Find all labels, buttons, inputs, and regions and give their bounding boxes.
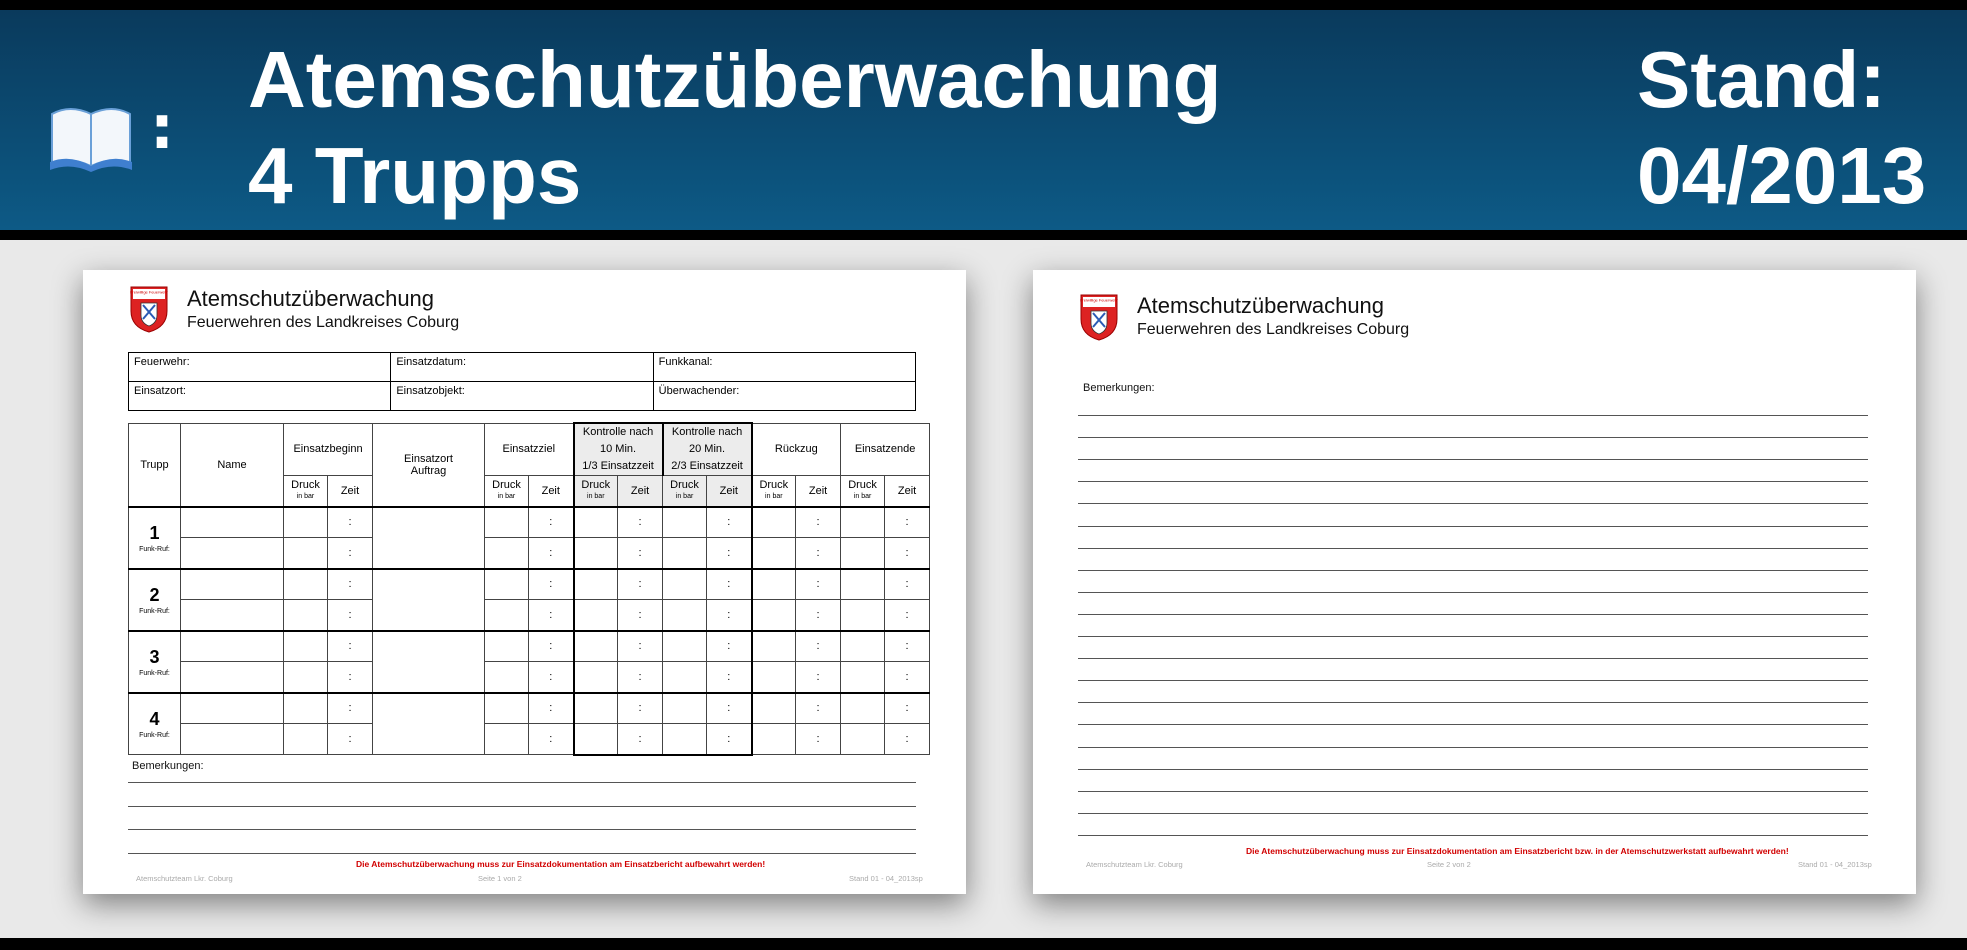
remarks-line[interactable] bbox=[128, 782, 916, 783]
time-colon: : bbox=[816, 733, 820, 745]
druck-cell[interactable] bbox=[574, 507, 618, 538]
zeit-cell[interactable] bbox=[618, 600, 663, 631]
col-name: Name bbox=[181, 423, 284, 507]
time-colon: : bbox=[727, 640, 731, 653]
druck-cell[interactable] bbox=[841, 631, 885, 662]
name-cell[interactable] bbox=[181, 569, 284, 600]
col-einsatzende: Einsatzende bbox=[841, 423, 930, 476]
druck-cell[interactable] bbox=[752, 662, 796, 693]
druck-cell[interactable] bbox=[284, 538, 328, 569]
zeit-cell[interactable] bbox=[707, 724, 752, 755]
druck-label: Druck bbox=[759, 478, 789, 491]
name-cell[interactable] bbox=[181, 507, 284, 538]
time-colon: : bbox=[727, 546, 731, 559]
druck-cell[interactable] bbox=[752, 724, 796, 755]
remarks-line[interactable] bbox=[1078, 636, 1868, 637]
remarks-label: Bemerkungen: bbox=[132, 760, 204, 772]
time-colon: : bbox=[905, 608, 909, 621]
zeit-cell[interactable] bbox=[618, 724, 663, 755]
funkkanal-field[interactable] bbox=[653, 353, 915, 382]
remarks-line[interactable] bbox=[1078, 459, 1868, 460]
name-cell[interactable] bbox=[181, 631, 284, 662]
banner-colon: : bbox=[150, 93, 174, 163]
time-colon: : bbox=[638, 702, 642, 715]
druck-cell[interactable] bbox=[841, 693, 885, 724]
time-colon: : bbox=[348, 578, 352, 591]
zeit-cell[interactable] bbox=[885, 600, 930, 631]
time-colon: : bbox=[348, 702, 352, 715]
fire-brigade-logo-icon bbox=[129, 285, 169, 333]
druck-cell[interactable] bbox=[485, 538, 529, 569]
kontrolle-10-line2: 10 Min. bbox=[600, 443, 637, 455]
zeit-cell[interactable] bbox=[796, 507, 841, 538]
zeit-cell[interactable] bbox=[796, 662, 841, 693]
table-row bbox=[129, 693, 930, 724]
druck-cell[interactable] bbox=[284, 693, 328, 724]
zeit-cell[interactable] bbox=[618, 569, 663, 600]
time-colon: : bbox=[638, 640, 642, 653]
druck-cell[interactable] bbox=[841, 662, 885, 693]
time-colon: : bbox=[638, 670, 642, 683]
druck-cell[interactable] bbox=[284, 569, 328, 600]
zeit-cell[interactable] bbox=[328, 693, 373, 724]
time-colon: : bbox=[549, 733, 553, 745]
druck-cell[interactable] bbox=[841, 569, 885, 600]
trupp-cell bbox=[129, 507, 181, 569]
remarks-line[interactable] bbox=[1078, 769, 1868, 770]
zeit-cell[interactable] bbox=[707, 507, 752, 538]
druck-cell[interactable] bbox=[841, 538, 885, 569]
in-bar-label: in bar bbox=[675, 492, 694, 500]
ueberwachender-label: Überwachender: bbox=[658, 385, 740, 397]
zeit-cell[interactable] bbox=[707, 631, 752, 662]
in-bar-label: in bar bbox=[587, 492, 605, 500]
table-row bbox=[129, 631, 930, 662]
druck-cell[interactable] bbox=[485, 724, 529, 755]
table-row bbox=[129, 569, 930, 600]
einsatzobjekt-label: Einsatzobjekt: bbox=[396, 385, 465, 397]
zeit-cell[interactable] bbox=[328, 569, 373, 600]
remarks-line[interactable] bbox=[1078, 415, 1868, 416]
zeit-cell[interactable] bbox=[796, 724, 841, 755]
time-colon: : bbox=[638, 578, 642, 591]
zeit-cell[interactable] bbox=[328, 507, 373, 538]
col-auftrag-label: Auftrag bbox=[410, 464, 447, 477]
zeit-cell[interactable] bbox=[885, 693, 930, 724]
form-page-1 bbox=[83, 270, 966, 894]
time-colon: : bbox=[348, 516, 352, 529]
name-cell[interactable] bbox=[181, 693, 284, 724]
time-colon: : bbox=[638, 732, 642, 745]
zeit-cell[interactable] bbox=[328, 631, 373, 662]
trupp-cell bbox=[129, 569, 181, 631]
form-subtitle: Feuerwehren des Landkreises Coburg bbox=[187, 314, 460, 331]
kontrolle-10-line3: 1/3 Einsatzzeit bbox=[582, 460, 654, 472]
zeit-cell[interactable] bbox=[707, 569, 752, 600]
feuerwehr-field[interactable] bbox=[129, 353, 391, 382]
footer-right: Stand 01 - 04_2013sp bbox=[1798, 860, 1872, 869]
einsatzort-field[interactable] bbox=[129, 382, 391, 411]
footer-page-number: Seite 2 von 2 bbox=[1427, 860, 1471, 869]
remarks-line[interactable] bbox=[128, 853, 916, 854]
time-colon: : bbox=[905, 516, 909, 529]
druck-cell[interactable] bbox=[841, 724, 885, 755]
zeit-cell[interactable] bbox=[885, 538, 930, 569]
time-colon: : bbox=[816, 702, 820, 715]
remarks-line[interactable] bbox=[1078, 437, 1868, 438]
druck-cell[interactable] bbox=[752, 507, 796, 538]
time-colon: : bbox=[549, 516, 553, 529]
remarks-line[interactable] bbox=[1078, 680, 1868, 681]
time-colon: : bbox=[638, 546, 642, 559]
zeit-cell[interactable] bbox=[618, 507, 663, 538]
time-colon: : bbox=[816, 578, 820, 591]
table-row bbox=[129, 538, 930, 569]
trupp-number: 4 bbox=[149, 708, 160, 729]
zeit-cell[interactable] bbox=[796, 600, 841, 631]
form-subtitle: Feuerwehren des Landkreises Coburg bbox=[1137, 321, 1410, 338]
in-bar-label: in bar bbox=[296, 492, 315, 500]
zeit-cell[interactable] bbox=[529, 600, 574, 631]
funk-ruf-label: Funk-Ruf: bbox=[139, 669, 170, 677]
zeit-cell[interactable] bbox=[618, 693, 663, 724]
druck-cell[interactable] bbox=[485, 600, 529, 631]
druck-cell[interactable] bbox=[284, 662, 328, 693]
time-colon: : bbox=[816, 608, 820, 621]
druck-cell[interactable] bbox=[663, 600, 707, 631]
druck-cell[interactable] bbox=[841, 507, 885, 538]
col-einsatzziel: Einsatzziel bbox=[485, 423, 574, 476]
zeit-cell[interactable] bbox=[328, 600, 373, 631]
zeit-cell[interactable] bbox=[529, 724, 574, 755]
logo-text: Freiwillige Feuerwehr bbox=[1079, 297, 1119, 303]
remarks-line[interactable] bbox=[1078, 658, 1868, 659]
trupp-cell bbox=[129, 693, 181, 755]
time-colon: : bbox=[549, 640, 553, 653]
zeit-cell[interactable] bbox=[885, 631, 930, 662]
druck-cell[interactable] bbox=[663, 538, 707, 569]
time-colon: : bbox=[348, 546, 352, 559]
druck-cell[interactable] bbox=[663, 631, 707, 662]
ueberwachender-field[interactable] bbox=[653, 382, 915, 411]
form-page-2 bbox=[1033, 270, 1916, 894]
druck-cell[interactable] bbox=[574, 600, 618, 631]
druck-cell[interactable] bbox=[574, 538, 618, 569]
in-bar-label: in bar bbox=[853, 492, 872, 500]
druck-cell[interactable] bbox=[485, 569, 529, 600]
time-colon: : bbox=[905, 702, 909, 715]
time-colon: : bbox=[727, 702, 731, 715]
trupp-number: 2 bbox=[149, 584, 160, 605]
remarks-line[interactable] bbox=[1078, 724, 1868, 725]
time-colon: : bbox=[549, 608, 553, 621]
druck-cell[interactable] bbox=[574, 631, 618, 662]
druck-cell[interactable] bbox=[284, 600, 328, 631]
open-book-icon bbox=[48, 100, 134, 172]
name-cell[interactable] bbox=[181, 600, 284, 631]
funk-ruf-label: Funk-Ruf: bbox=[139, 607, 170, 615]
druck-cell[interactable] bbox=[752, 538, 796, 569]
remarks-line[interactable] bbox=[1078, 702, 1868, 703]
banner-title-line2: 4 Trupps bbox=[248, 131, 582, 220]
druck-cell[interactable] bbox=[284, 631, 328, 662]
einsatzdatum-field[interactable] bbox=[391, 353, 653, 382]
funk-ruf-label: Funk-Ruf: bbox=[139, 731, 170, 739]
druck-cell[interactable] bbox=[574, 662, 618, 693]
einsatzort-auftrag-cell[interactable] bbox=[373, 693, 485, 755]
time-colon: : bbox=[727, 516, 731, 529]
remarks-line[interactable] bbox=[1078, 481, 1868, 482]
time-colon: : bbox=[549, 546, 553, 559]
col-rueckzug: Rückzug bbox=[752, 423, 841, 476]
zeit-cell[interactable] bbox=[796, 538, 841, 569]
col-einsatzort-label: Einsatzort bbox=[404, 452, 453, 465]
banner-title bbox=[248, 32, 1221, 224]
subcol-zeit: Zeit bbox=[707, 476, 752, 507]
trupp-number: 3 bbox=[149, 646, 160, 667]
form-title: Atemschutzüberwachung bbox=[187, 286, 435, 311]
time-colon: : bbox=[905, 640, 909, 653]
zeit-cell[interactable] bbox=[529, 693, 574, 724]
col-einsatzbeginn: Einsatzbeginn bbox=[284, 423, 373, 476]
einsatzort-label: Einsatzort: bbox=[134, 385, 186, 397]
time-colon: : bbox=[549, 578, 553, 591]
footer-left: Atemschutzteam Lkr. Coburg bbox=[1086, 860, 1183, 869]
table-row bbox=[129, 600, 930, 631]
time-colon: : bbox=[549, 702, 553, 715]
time-colon: : bbox=[905, 670, 909, 683]
zeit-cell[interactable] bbox=[529, 507, 574, 538]
zeit-cell[interactable] bbox=[885, 662, 930, 693]
logo-text: Freiwillige Feuerwehr bbox=[129, 289, 169, 295]
druck-cell[interactable] bbox=[284, 507, 328, 538]
subcol-zeit: Zeit bbox=[796, 476, 841, 507]
zeit-cell[interactable] bbox=[707, 538, 752, 569]
time-colon: : bbox=[905, 578, 909, 591]
remarks-line[interactable] bbox=[1078, 592, 1868, 593]
zeit-cell[interactable] bbox=[796, 569, 841, 600]
subcol-zeit: Zeit bbox=[328, 476, 373, 507]
remarks-line[interactable] bbox=[1078, 791, 1868, 792]
zeit-cell[interactable] bbox=[707, 662, 752, 693]
col-trupp: Trupp bbox=[129, 423, 181, 507]
trupp-cell bbox=[129, 631, 181, 693]
druck-cell[interactable] bbox=[752, 600, 796, 631]
kontrolle-20-line3: 2/3 Einsatzzeit bbox=[671, 460, 743, 472]
einsatzobjekt-field[interactable] bbox=[391, 382, 653, 411]
banner-title-line1: Atemschutzüberwachung bbox=[248, 35, 1222, 124]
druck-cell[interactable] bbox=[663, 693, 707, 724]
subcol-druck bbox=[841, 476, 885, 507]
remarks-line[interactable] bbox=[1078, 503, 1868, 504]
einsatzort-auftrag-cell[interactable] bbox=[373, 569, 485, 631]
druck-cell[interactable] bbox=[574, 569, 618, 600]
col-kontrolle-20 bbox=[663, 423, 752, 476]
time-colon: : bbox=[348, 670, 352, 683]
zeit-cell[interactable] bbox=[707, 693, 752, 724]
zeit-cell[interactable] bbox=[885, 724, 930, 755]
druck-label: Druck bbox=[848, 478, 877, 491]
name-cell[interactable] bbox=[181, 662, 284, 693]
banner-stand bbox=[1637, 32, 1926, 224]
subcol-druck bbox=[663, 476, 707, 507]
subcol-druck bbox=[574, 476, 618, 507]
druck-cell[interactable] bbox=[485, 693, 529, 724]
time-colon: : bbox=[638, 516, 642, 529]
monitoring-table bbox=[128, 422, 930, 756]
druck-cell[interactable] bbox=[663, 724, 707, 755]
time-colon: : bbox=[549, 670, 553, 683]
subcol-zeit: Zeit bbox=[618, 476, 663, 507]
footer-page-number: Seite 1 von 2 bbox=[478, 874, 522, 883]
druck-cell[interactable] bbox=[752, 569, 796, 600]
remarks-line[interactable] bbox=[1078, 526, 1868, 527]
druck-cell[interactable] bbox=[485, 507, 529, 538]
time-colon: : bbox=[905, 733, 909, 745]
zeit-cell[interactable] bbox=[618, 631, 663, 662]
druck-cell[interactable] bbox=[841, 600, 885, 631]
zeit-cell[interactable] bbox=[328, 662, 373, 693]
druck-label: Druck bbox=[581, 478, 611, 491]
remarks-label: Bemerkungen: bbox=[1083, 382, 1155, 394]
remarks-line[interactable] bbox=[1078, 614, 1868, 615]
zeit-cell[interactable] bbox=[885, 507, 930, 538]
time-colon: : bbox=[816, 670, 820, 683]
fire-brigade-logo-icon bbox=[1079, 293, 1119, 341]
zeit-cell[interactable] bbox=[529, 569, 574, 600]
remarks-line[interactable] bbox=[1078, 570, 1868, 571]
remarks-line[interactable] bbox=[1078, 548, 1868, 549]
druck-cell[interactable] bbox=[752, 631, 796, 662]
funk-ruf-label: Funk-Ruf: bbox=[139, 545, 170, 553]
col-einsatzort-auftrag bbox=[373, 423, 485, 507]
einsatzort-auftrag-cell[interactable] bbox=[373, 631, 485, 693]
druck-cell[interactable] bbox=[284, 724, 328, 755]
kontrolle-10-line1: Kontrolle nach bbox=[582, 426, 654, 438]
name-cell[interactable] bbox=[181, 538, 284, 569]
table-row bbox=[129, 662, 930, 693]
banner-stand-date: 04/2013 bbox=[1637, 131, 1927, 220]
time-colon: : bbox=[348, 733, 352, 745]
remarks-line[interactable] bbox=[128, 806, 916, 807]
time-colon: : bbox=[727, 578, 731, 591]
druck-cell[interactable] bbox=[663, 507, 707, 538]
remarks-line[interactable] bbox=[1078, 813, 1868, 814]
warning-text: Die Atemschutzüberwachung muss zur Einsatzdokumentation am Einsatzbericht bzw. in der Atemschutzwerkstatt aufbewahrt werden! bbox=[1246, 846, 1789, 856]
druck-cell[interactable] bbox=[663, 662, 707, 693]
subcol-druck bbox=[485, 476, 529, 507]
druck-cell[interactable] bbox=[752, 693, 796, 724]
time-colon: : bbox=[816, 546, 820, 559]
kontrolle-20-line2: 20 Min. bbox=[689, 443, 726, 455]
in-bar-label: in bar bbox=[765, 492, 783, 500]
subcol-druck bbox=[752, 476, 796, 507]
einsatzdatum-label: Einsatzdatum: bbox=[396, 356, 467, 368]
remarks-line[interactable] bbox=[128, 829, 916, 830]
time-colon: : bbox=[348, 640, 352, 653]
time-colon: : bbox=[348, 608, 352, 621]
feuerwehr-label: Feuerwehr: bbox=[134, 356, 190, 368]
subcol-zeit: Zeit bbox=[885, 476, 930, 507]
bottom-bar bbox=[0, 938, 1967, 950]
time-colon: : bbox=[727, 670, 731, 683]
funkkanal-label: Funkkanal: bbox=[658, 356, 713, 368]
zeit-cell[interactable] bbox=[796, 631, 841, 662]
druck-cell[interactable] bbox=[663, 569, 707, 600]
subcol-zeit: Zeit bbox=[529, 476, 574, 507]
druck-label: Druck bbox=[492, 478, 521, 491]
zeit-cell[interactable] bbox=[707, 600, 752, 631]
zeit-cell[interactable] bbox=[885, 569, 930, 600]
time-colon: : bbox=[638, 608, 642, 621]
druck-label: Druck bbox=[291, 478, 320, 491]
zeit-cell[interactable] bbox=[529, 538, 574, 569]
time-colon: : bbox=[727, 732, 731, 745]
druck-cell[interactable] bbox=[574, 693, 618, 724]
table-row bbox=[129, 724, 930, 755]
time-colon: : bbox=[816, 640, 820, 653]
kontrolle-20-line1: Kontrolle nach bbox=[671, 426, 743, 438]
footer-right: Stand 01 - 04_2013sp bbox=[849, 874, 923, 883]
zeit-cell[interactable] bbox=[328, 538, 373, 569]
einsatzort-auftrag-cell[interactable] bbox=[373, 507, 485, 569]
zeit-cell[interactable] bbox=[529, 631, 574, 662]
druck-cell[interactable] bbox=[485, 631, 529, 662]
remarks-line[interactable] bbox=[1078, 835, 1868, 836]
zeit-cell[interactable] bbox=[796, 693, 841, 724]
time-colon: : bbox=[905, 546, 909, 559]
col-kontrolle-10 bbox=[574, 423, 663, 476]
druck-label: Druck bbox=[670, 478, 699, 491]
name-cell[interactable] bbox=[181, 724, 284, 755]
header-banner bbox=[0, 0, 1967, 240]
trupp-number: 1 bbox=[149, 522, 160, 543]
form-title: Atemschutzüberwachung bbox=[1137, 293, 1385, 318]
druck-cell[interactable] bbox=[574, 724, 618, 755]
zeit-cell[interactable] bbox=[328, 724, 373, 755]
footer-left: Atemschutzteam Lkr. Coburg bbox=[136, 874, 233, 883]
subcol-druck bbox=[284, 476, 328, 507]
banner-stand-label: Stand: bbox=[1637, 35, 1886, 124]
zeit-cell[interactable] bbox=[618, 538, 663, 569]
table-row bbox=[129, 507, 930, 538]
time-colon: : bbox=[727, 608, 731, 621]
in-bar-label: in bar bbox=[497, 492, 516, 500]
warning-text: Die Atemschutzüberwachung muss zur Einsatzdokumentation am Einsatzbericht aufbewahrt werden! bbox=[356, 859, 766, 869]
zeit-cell[interactable] bbox=[618, 662, 663, 693]
druck-cell[interactable] bbox=[485, 662, 529, 693]
zeit-cell[interactable] bbox=[529, 662, 574, 693]
remarks-line[interactable] bbox=[1078, 747, 1868, 748]
time-colon: : bbox=[816, 516, 820, 529]
info-table bbox=[128, 352, 916, 411]
